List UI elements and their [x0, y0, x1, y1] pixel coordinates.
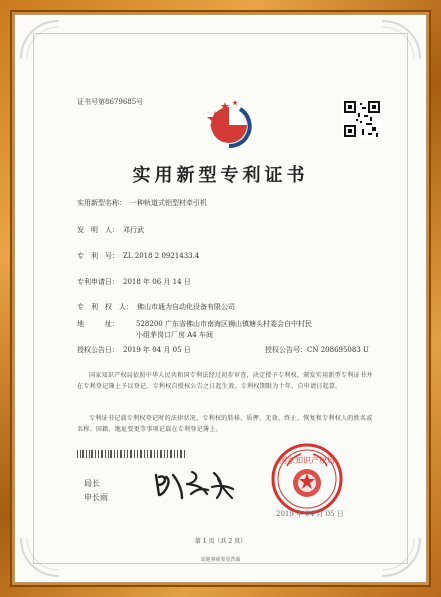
corner-ornament-icon	[380, 19, 422, 61]
patentee-value: 佛山市通为自动化设备有限公司	[137, 303, 235, 311]
patent-number-value: ZL 2018 2 0921433.4	[123, 252, 200, 260]
patent-office-emblem-icon	[206, 97, 268, 149]
inventor-row	[77, 225, 144, 235]
announcement-date-row	[77, 345, 191, 355]
official-red-seal-icon	[270, 442, 344, 516]
announcement-date-value: 2019 年 04 月 05 日	[123, 346, 191, 354]
certificate-paper	[14, 14, 427, 583]
barcode-icon	[77, 450, 187, 458]
address-label-row	[77, 319, 119, 329]
patent-number-row	[77, 251, 199, 261]
certificate-number: 证书号第8679685号	[77, 98, 144, 106]
announcement-number-row	[265, 345, 369, 355]
certificate-frame-inner	[10, 10, 431, 587]
patent-number-label: 专 利 号：	[77, 252, 119, 260]
announcement-number-value: CN 208695083 U	[307, 346, 369, 354]
certificate-paragraph-1: 国家知识产权局依照中华人民共和国专利法经过初步审查，决定授予专利权，颁发实用新型专利证书并在专利登记簿上予以登记。专利权自授权公告之日起生效。专利权期限为十年，自申请日起算。	[77, 372, 373, 390]
address-label: 地 址：	[77, 320, 119, 328]
signature-name: 申长雨	[84, 493, 108, 502]
patentee-row	[77, 302, 235, 312]
application-date-value: 2018 年 06 月 14 日	[123, 278, 191, 286]
utility-model-name-label: 实用新型名称：	[77, 199, 126, 207]
seal-date: 2019 年 04 月 05 日	[276, 510, 344, 518]
application-date-label: 专利申请日：	[77, 278, 119, 286]
corner-ornament-icon	[19, 19, 61, 61]
inventor-label: 发 明 人：	[77, 226, 119, 234]
address-line-1: 528200 广东省佛山市南海区狮山镇塘头村委会白中村民	[136, 320, 312, 328]
page-number: 第 1 页（共 2 页）	[194, 538, 247, 545]
seal-text: 国家知识产权局	[279, 456, 335, 465]
utility-model-name-value: 一种轨道式铝型材牵引机	[130, 199, 207, 207]
director-signature-icon	[149, 467, 235, 503]
address-value	[136, 319, 356, 341]
qr-code-icon	[342, 99, 382, 139]
utility-model-name-row	[77, 198, 207, 208]
signature-title: 局长	[84, 479, 100, 488]
address-line-2: 小组茅岗口厂房 A4 车间	[136, 331, 213, 339]
patentee-label: 专 利 权 人：	[77, 303, 133, 311]
certificate-title: 实用新型专利证书	[132, 165, 309, 186]
footnote: 其他事项参见背面	[200, 557, 241, 563]
announcement-number-label: 授权公告号：	[265, 346, 307, 354]
announcement-date-label: 授权公告日：	[77, 346, 119, 354]
certificate-paragraph-2: 专利证书记载专利权登记时的法律状况。专利权的转移、质押、无效、终止、恢复和专利权人的姓名或名称、国籍、地址变更等事项记载在专利登记簿上。	[77, 415, 373, 433]
inventor-value: 邓行武	[123, 226, 144, 234]
application-date-row	[77, 277, 191, 287]
